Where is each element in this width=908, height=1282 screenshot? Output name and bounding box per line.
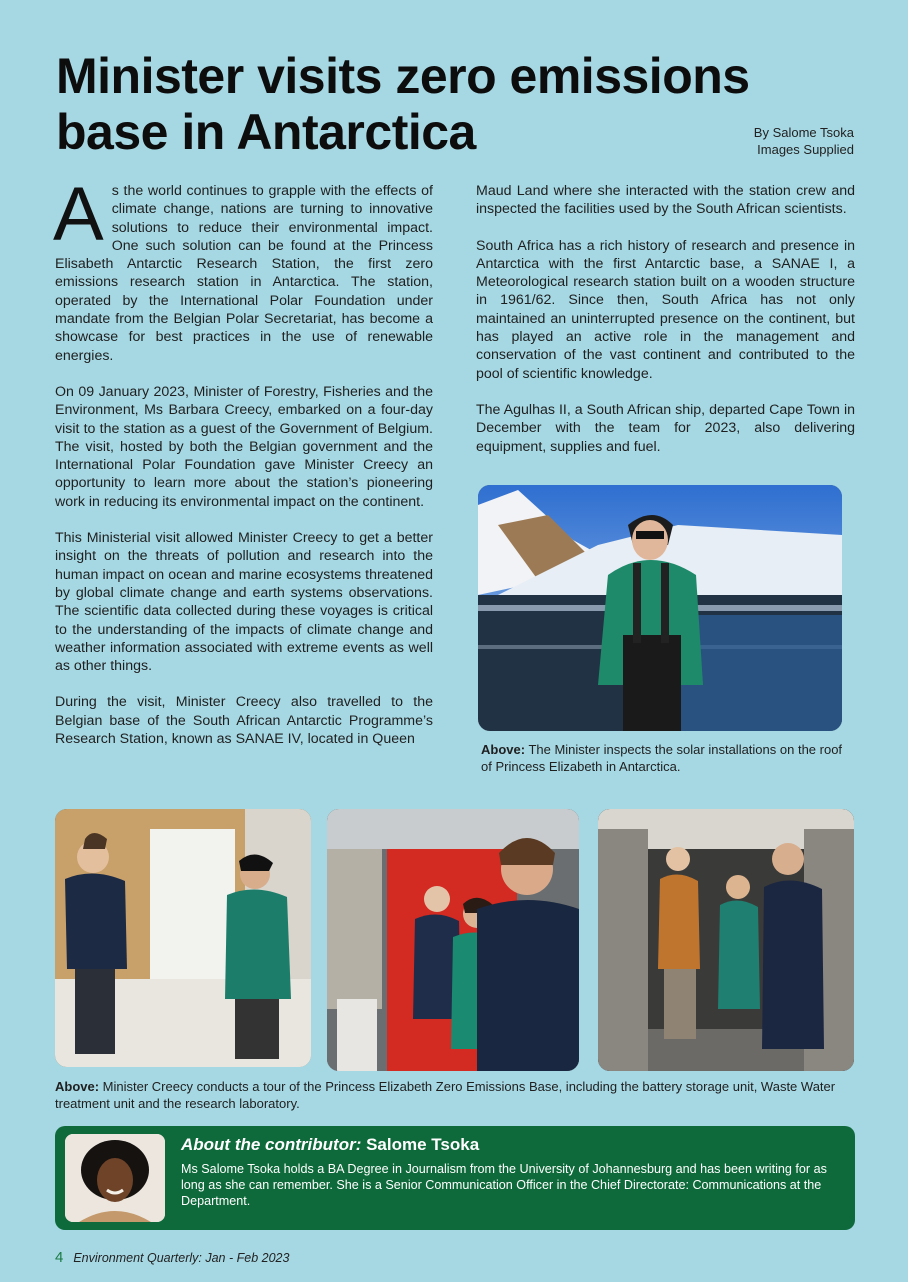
photo-water-treatment: [327, 809, 579, 1071]
page-footer: [55, 1249, 289, 1266]
photo-laboratory-image: [55, 809, 311, 1067]
caption-main-photo: [481, 741, 851, 775]
caption-photo-row: [55, 1078, 857, 1112]
paragraph-5: South Africa has a rich history of research and presence in Antarctica with the first Antarctic base, a SANAE I, a Meteorological research station built on a wooden structure in 1961/62. Since then, South Africa has not only maintained an uninterrupted presence on the continent, but has played an active role in the management and conservation of the vast continent and contributed to the pool of scientific knowledge.: [476, 237, 855, 382]
photo-battery-storage-image: [598, 809, 854, 1071]
caption-main-label: Above:: [481, 742, 526, 757]
photo-minister-roof-image: [478, 485, 842, 731]
contributor-avatar-image: [65, 1134, 165, 1222]
photo-minister-roof: [478, 485, 842, 731]
contributor-heading: [181, 1134, 479, 1156]
paragraph-3: This Ministerial visit allowed Minister Creecy to get a better insight on the threats of pollution and research into the human impact on ocean and marine ecosystems threatened by global climate change and earth systems observations. The scientific data collected during these voyages is critical to the understanding of the impacts of climate change and weather information associated with extreme events as well as other things.: [55, 530, 433, 675]
paragraph-1-text: s the world continues to grapple with the effects of climate change, nations are turning to innovative solutions to reduce their environmental impact. One such solution can be found at the Princess Elisabeth Antarctic Research Station, the first zero emissions research station in Antarctica. The station, operated by the International Polar Foundation under mandate from the Belgian Polar Secretariat, has become a showcase for best practices in the use of renewable energies.: [55, 183, 433, 364]
byline-author: By Salome Tsoka: [753, 125, 854, 140]
byline: [754, 124, 854, 158]
contributor-avatar: [65, 1134, 165, 1222]
paragraph-2: On 09 January 2023, Minister of Forestry, Fisheries and the Environment, Ms Barbara Creecy, embarked on a four-day visit to the station as a guest of the Government of Belgium. The visit, hosted by both the Belgian government and the International Polar Foundation gave Minister Creecy an opportunity to learn more about the station’s pioneering work in reducing its environmental impact on the continent.: [55, 383, 433, 510]
paragraph-4: During the visit, Minister Creecy also travelled to the Belgian base of the South African Antarctic Programme’s Research Station, known as SANAE IV, located in Queen: [55, 694, 433, 748]
caption-row-label: Above:: [55, 1079, 100, 1094]
caption-main-text: The Minister inspects the solar installations on the roof of Princess Elizabeth in Antarctica.: [481, 742, 843, 774]
contributor-box: [55, 1126, 855, 1230]
caption-row-text: Minister Creecy conducts a tour of the Princess Elizabeth Zero Emissions Base, including the battery storage unit, Waste Water treatment unit and the research laboratory.: [55, 1079, 836, 1111]
paragraph-1: [53, 172, 433, 365]
contributor-name: Salome Tsoka: [366, 1135, 480, 1154]
contributor-bio: Ms Salome Tsoka holds a BA Degree in Journalism from the University of Johannesburg and has been writing for as long as she can remember. She is a Senior Communication Officer in the Chief Directorate: Communications at the Department.: [181, 1162, 827, 1208]
paragraph-6: The Agulhas II, a South African ship, departed Cape Town in December with the team for 2023, also delivering equipment, supplies and fuel.: [476, 401, 855, 455]
photo-battery-storage: [598, 809, 854, 1071]
publication-name: Environment Quarterly: Jan - Feb 2023: [73, 1251, 290, 1265]
photo-water-treatment-image: [327, 809, 579, 1071]
article-column-right: [476, 182, 855, 474]
drop-cap: A: [53, 172, 104, 257]
page-number: 4: [55, 1249, 64, 1266]
article-title: Minister visits zero emissions base in Antarctica: [56, 48, 750, 160]
contributor-heading-label: About the contributor:: [181, 1135, 362, 1154]
photo-laboratory: [55, 809, 311, 1067]
byline-images: Images Supplied: [757, 142, 854, 157]
article-column-left: [53, 172, 433, 766]
paragraph-4-continued: Maud Land where she interacted with the station crew and inspected the facilities used by the South African scientists.: [476, 183, 855, 218]
